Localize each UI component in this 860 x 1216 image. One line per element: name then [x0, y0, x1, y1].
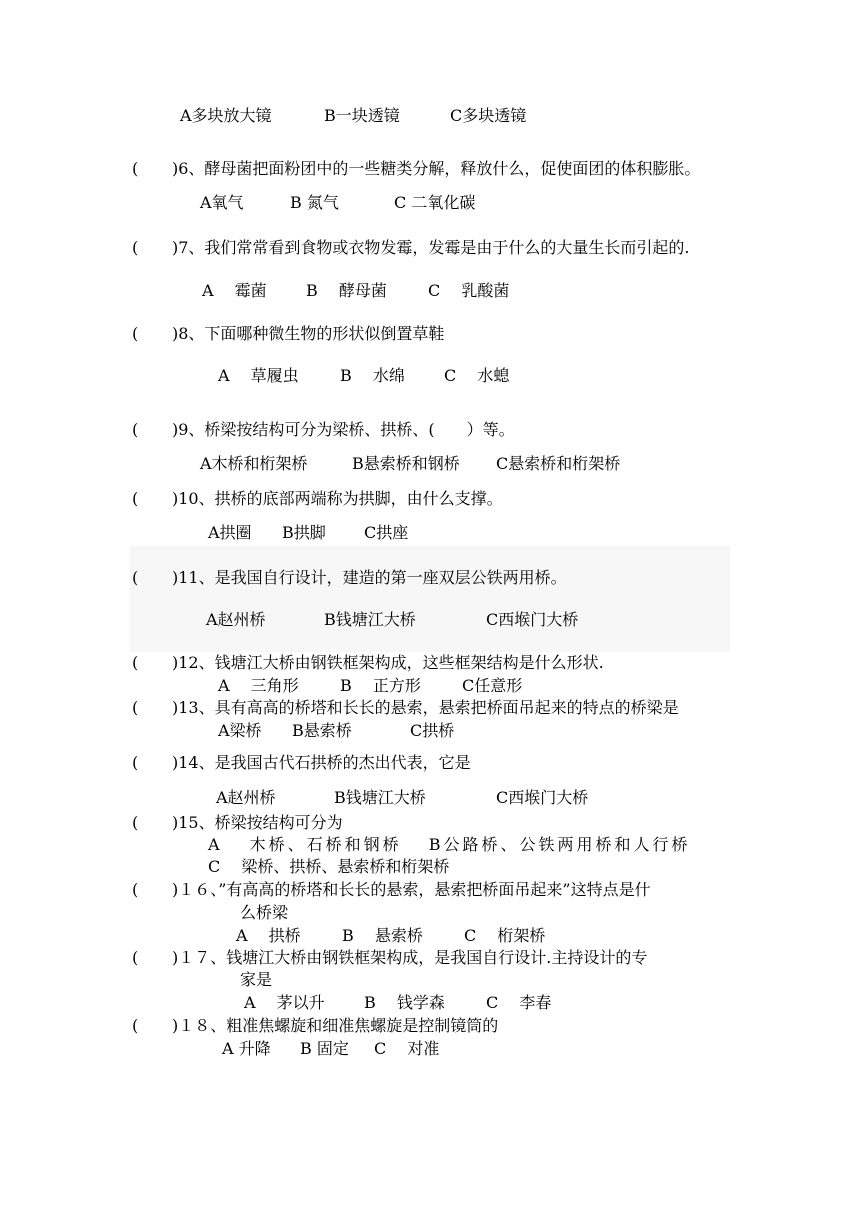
- answer-paren: (: [132, 653, 139, 672]
- option-c: C 水螅: [444, 366, 510, 385]
- option-b: B钱塘江大桥: [324, 610, 416, 629]
- option-a: A 三角形: [218, 676, 299, 695]
- question-text: )7、我们常常看到食物或衣物发霉，发霉是由于什么的大量生长而引起的.: [172, 238, 690, 257]
- option-c: C拱座: [364, 523, 409, 542]
- option-c: C西堠门大桥: [496, 788, 589, 807]
- option-a: A多块放大镜: [180, 106, 272, 125]
- option-c: C 对准: [374, 1039, 440, 1058]
- option-a: A赵州桥: [206, 610, 266, 629]
- option-b: B 固定: [300, 1039, 349, 1058]
- question-text: )10、拱桥的底部两端称为拱脚，由什么支撑。: [172, 489, 503, 508]
- question-text: )11、是我国自行设计，建造的第一座双层公铁两用桥。: [172, 568, 567, 587]
- answer-paren: (: [132, 948, 139, 967]
- option-a: A木桥和桁架桥: [200, 454, 308, 473]
- answer-paren: (: [132, 238, 139, 257]
- answer-paren: (: [132, 568, 139, 587]
- options-line-2: C 梁桥、拱桥、悬索桥和桁架桥: [208, 857, 450, 876]
- answer-paren: (: [132, 489, 139, 508]
- option-b: B 正方形: [340, 676, 421, 695]
- option-b: B 钱学森: [364, 993, 445, 1012]
- option-b: B悬索桥和钢桥: [352, 454, 460, 473]
- answer-paren: (: [132, 324, 139, 343]
- answer-paren: (: [132, 420, 139, 439]
- option-b: B悬索桥: [292, 721, 352, 740]
- question-text: )15、桥梁按结构可分为: [172, 813, 343, 832]
- option-b: B一块透镜: [324, 106, 400, 125]
- question-text-line-2: 么桥梁: [240, 903, 289, 922]
- question-text-line-1: )１６、”有高高的桥塔和长长的悬索，悬索把桥面吊起来”这特点是什: [172, 880, 651, 899]
- question-text: )１８、粗准焦螺旋和细准焦螺旋是控制镜筒的: [172, 1016, 499, 1035]
- answer-paren: (: [132, 753, 139, 772]
- question-text-line-2: 家是: [240, 970, 273, 989]
- option-a: A拱圈: [208, 523, 252, 542]
- option-b: B 悬索桥: [342, 926, 423, 945]
- question-text: )13、具有高高的桥塔和长长的悬索，悬索把桥面吊起来的特点的桥梁是: [172, 698, 679, 717]
- option-a: A 茅以升: [244, 993, 325, 1012]
- highlight-band: [130, 546, 730, 652]
- answer-paren: (: [132, 880, 139, 899]
- question-text: )12、钱塘江大桥由钢铁框架构成，这些框架结构是什么形状.: [172, 653, 604, 672]
- option-b: B拱脚: [282, 523, 326, 542]
- option-b: B 酵母菌: [306, 281, 387, 300]
- option-a: A梁桥: [218, 721, 262, 740]
- option-c: C多块透镜: [450, 106, 527, 125]
- option-a: A 霉菌: [202, 281, 267, 300]
- question-text: )14、是我国古代石拱桥的杰出代表，它是: [172, 753, 471, 772]
- option-a: A氧气: [200, 193, 244, 212]
- answer-paren: (: [132, 813, 139, 832]
- option-a: A 拱桥: [236, 926, 301, 945]
- answer-paren: (: [132, 159, 139, 178]
- option-c: C西堠门大桥: [486, 610, 579, 629]
- option-c: C 乳酸菌: [428, 281, 510, 300]
- question-text: )8、下面哪种微生物的形状似倒置草鞋: [172, 324, 445, 343]
- option-c: C拱桥: [410, 721, 455, 740]
- option-c: C悬索桥和桁架桥: [496, 454, 621, 473]
- option-b: B 氮气: [290, 193, 339, 212]
- options-line-1: A 木桥、石桥和钢桥 B公路桥、公铁两用桥和人行桥: [208, 835, 691, 854]
- answer-paren: (: [132, 1016, 139, 1035]
- question-text: )6、酵母菌把面粉团中的一些糖类分解，释放什么，促使面团的体积膨胀。: [172, 159, 701, 178]
- option-a: A 草履虫: [218, 366, 299, 385]
- option-c: C任意形: [462, 676, 523, 695]
- question-text: )9、桥梁按结构可分为梁桥、拱桥、( ）等。: [172, 420, 515, 439]
- option-c: C 二氧化碳: [394, 193, 476, 212]
- option-b: B 水绵: [340, 366, 405, 385]
- answer-paren: (: [132, 698, 139, 717]
- option-b: B钱塘江大桥: [334, 788, 426, 807]
- option-c: C 李春: [486, 993, 552, 1012]
- option-c: C 桁架桥: [464, 926, 546, 945]
- option-a: A赵州桥: [216, 788, 276, 807]
- question-text-line-1: )１７、钱塘江大桥由钢铁框架构成，是我国自行设计.主持设计的专: [172, 948, 648, 967]
- option-a: A 升降: [222, 1039, 271, 1058]
